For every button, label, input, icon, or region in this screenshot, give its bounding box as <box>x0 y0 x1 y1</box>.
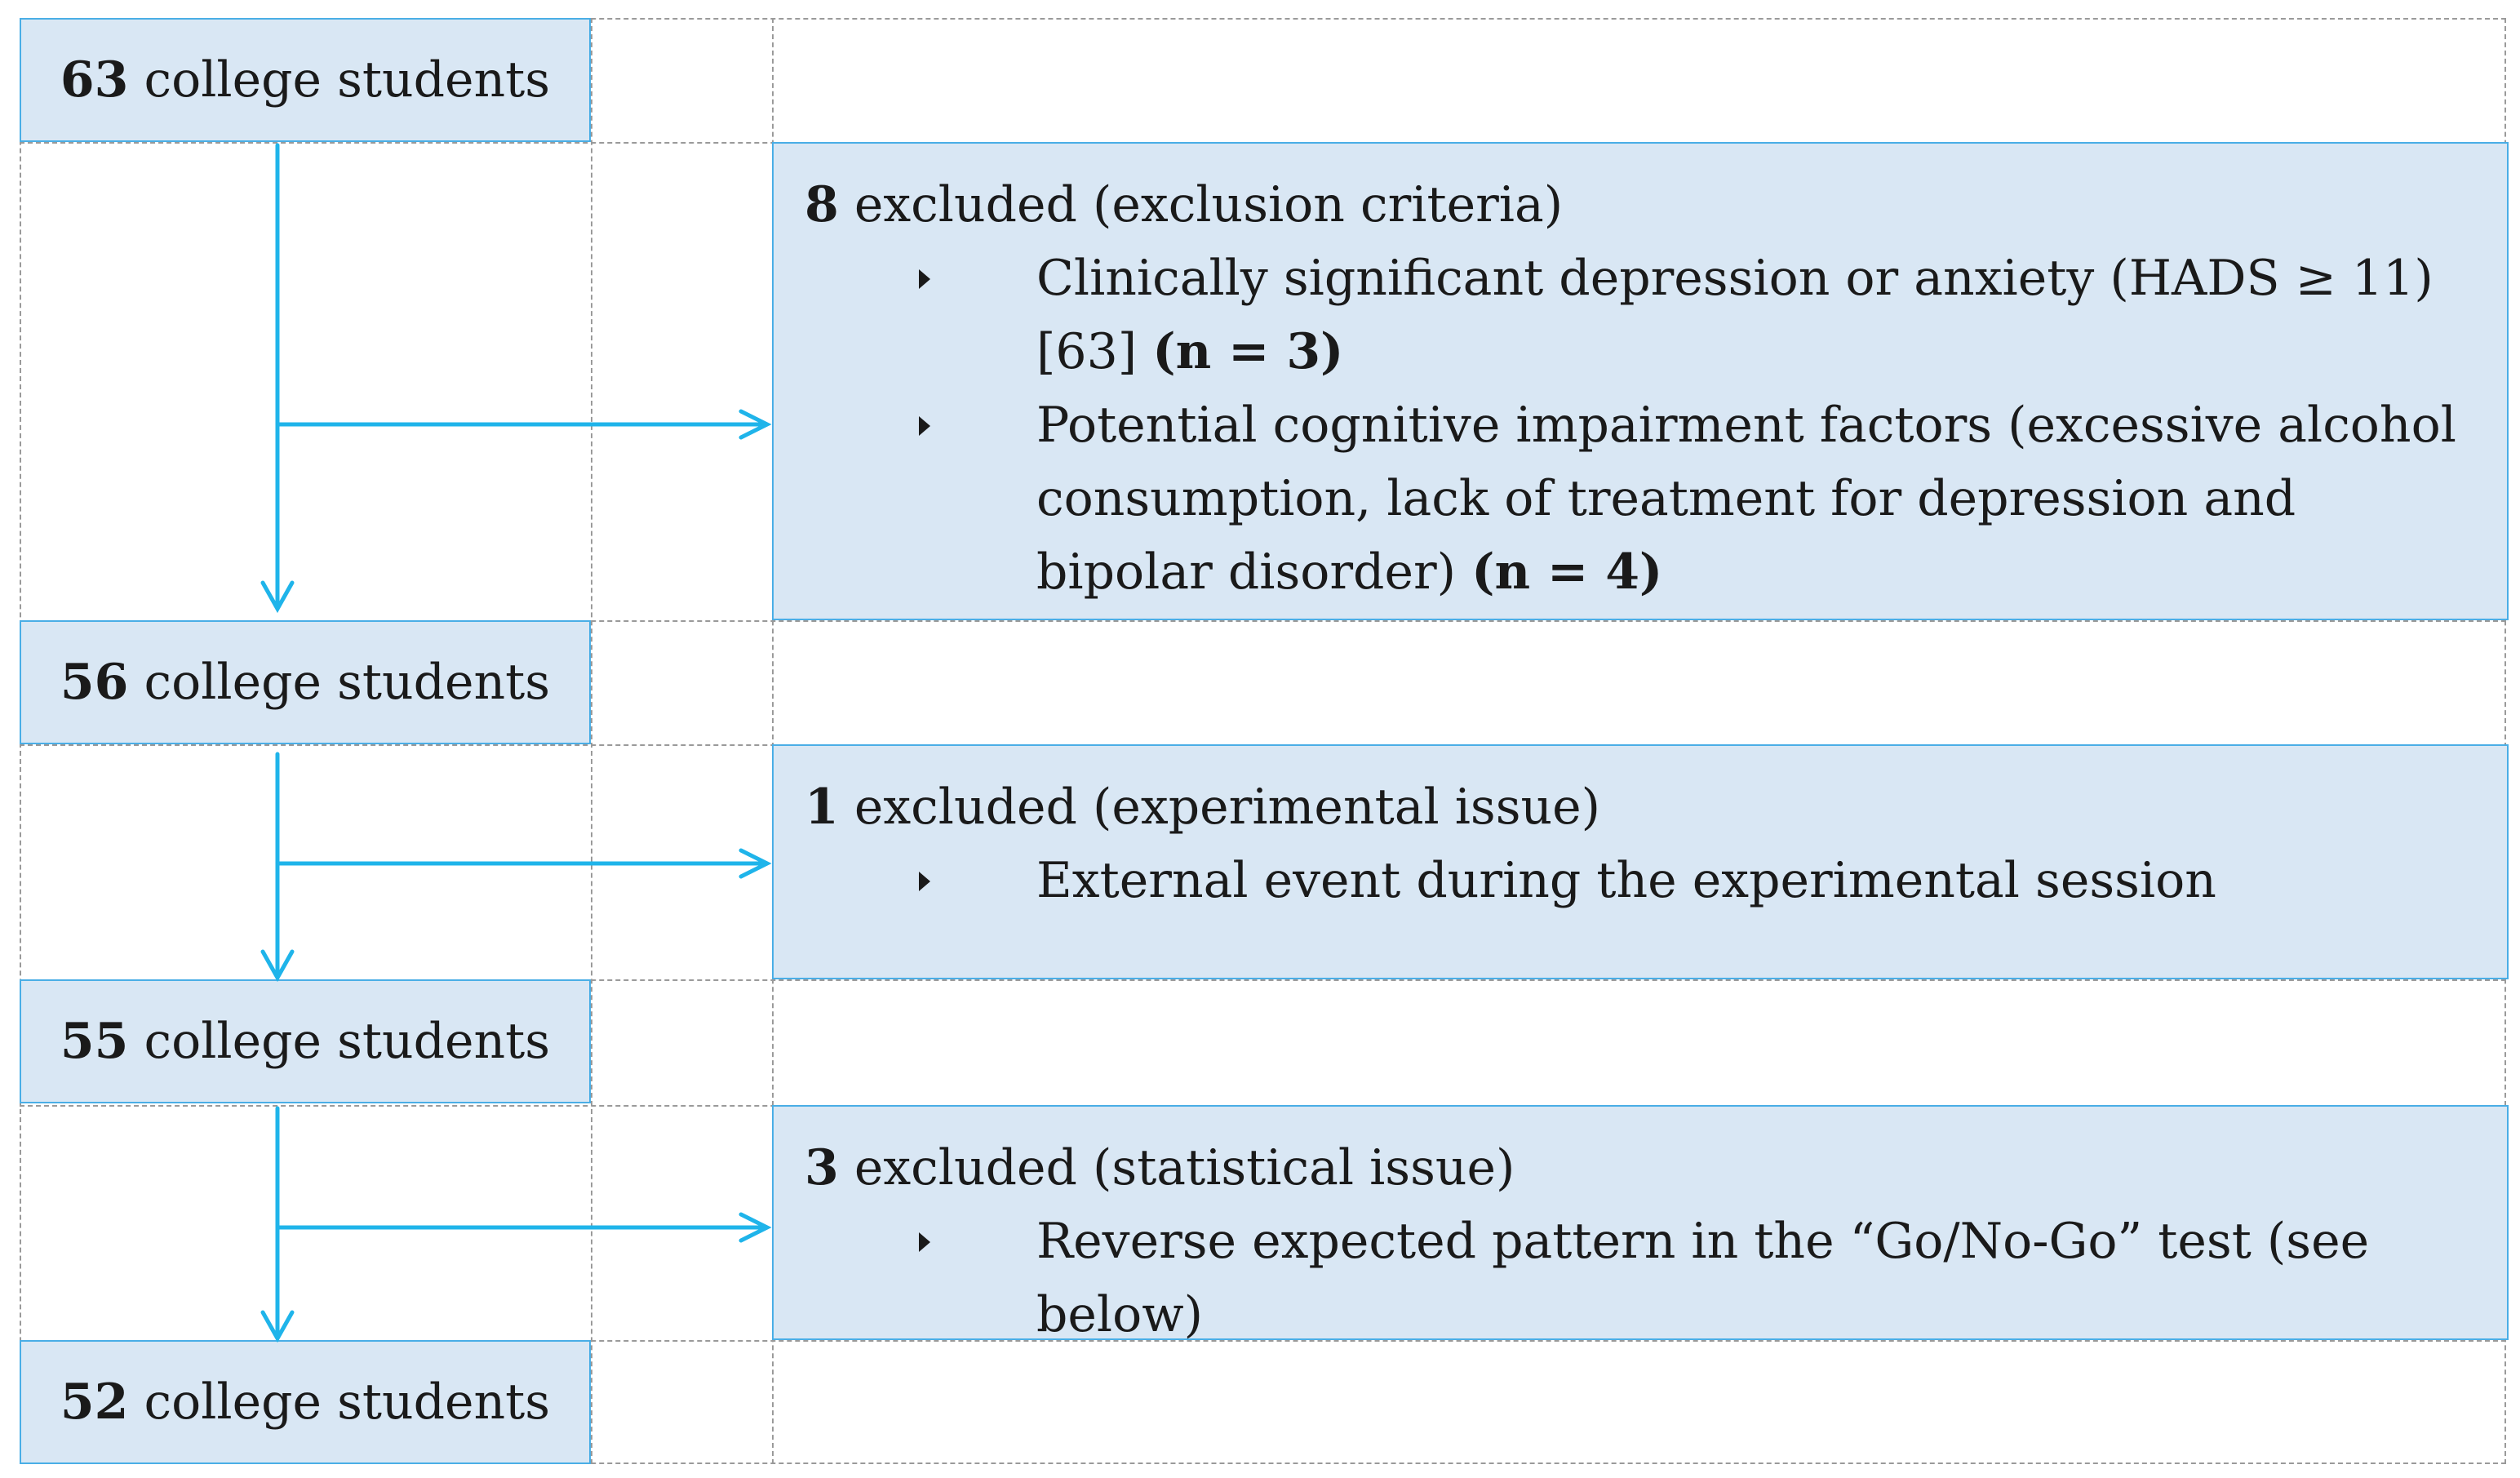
reason-count: (n = 3) <box>1152 323 1344 380</box>
stage-label: college students <box>128 1374 551 1431</box>
stage-count: 55 <box>60 1013 129 1070</box>
exclusion-label: excluded (statistical issue) <box>838 1139 1515 1196</box>
reason-text: Potential cognitive impairment factors (excessive alcohol consumption, lack of treatment for depression and bipolar disorder) <box>1036 397 2456 601</box>
reason-text: External event during the experimental session <box>1036 852 2216 909</box>
stage-count: 63 <box>60 51 129 109</box>
stage-label: college students <box>128 654 551 711</box>
reason-count: (n = 4) <box>1471 544 1663 601</box>
stage-count: 52 <box>60 1374 129 1431</box>
exclusion-count: 8 <box>805 176 839 233</box>
exclusion-count: 1 <box>805 779 839 836</box>
stage-count: 56 <box>60 654 129 711</box>
exclusion-label: excluded (experimental issue) <box>838 779 1601 836</box>
stage-label: college students <box>128 1013 551 1070</box>
exclusion-label: excluded (exclusion criteria) <box>838 176 1564 233</box>
stage-label: college students <box>128 51 551 109</box>
reason-text: Clinically significant depression or anxiety (HADS ≥ 11) [63] <box>1036 250 2433 380</box>
exclusion-count: 3 <box>805 1139 839 1196</box>
reason-text: Reverse expected pattern in the “Go/No-Go” test (see below) <box>1036 1213 2370 1343</box>
